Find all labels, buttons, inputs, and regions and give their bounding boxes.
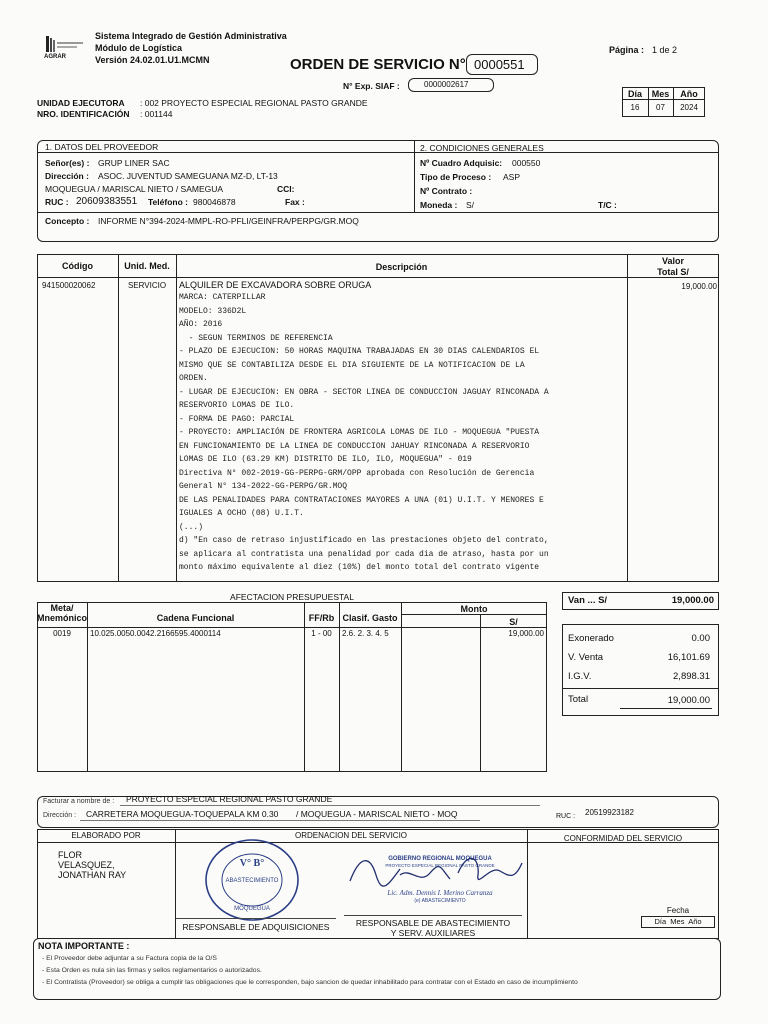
cci-label: CCI:: [277, 184, 295, 194]
fecha-cols: Día Mes Año: [654, 917, 702, 926]
round-stamp: [203, 838, 301, 922]
budget-title: AFECTACION PRESUPUESTAL: [230, 592, 354, 602]
description-line: ORDEN.: [179, 374, 208, 383]
senor-value: GRUP LINER SAC: [98, 158, 170, 168]
budget-meta: 0019: [53, 629, 71, 638]
stamp-bottom-text: MOQUEGUA: [234, 906, 270, 912]
budget-col-cadena: Cadena Funcional: [156, 613, 235, 623]
description-line: MODELO: 336D2L: [179, 306, 247, 316]
elaborado-name-2: VELASQUEZ,: [58, 860, 115, 870]
handwritten-signature: [340, 845, 530, 895]
gob-stamp-line-1: GOBIERNO REGIONAL MOQUEGUA: [388, 856, 492, 862]
description-line: AÑO: 2016: [179, 320, 223, 329]
budget-monto: 19,000.00: [508, 629, 544, 638]
item-title: ALQUILER DE EXCAVADORA SOBRE ORUGA: [179, 280, 372, 290]
description-line: EN FUNCIONAMIENTO DE LA LINEA DE CONDUCCION JAHUAY RINCONADA A RESERVORIO: [179, 441, 530, 451]
item-valor: 19,000.00: [681, 282, 717, 291]
date-day: 16: [630, 103, 640, 112]
description-line: General N° 134-2022-GG-PERPG/GR.MOQ: [179, 482, 348, 491]
date-year: 2024: [680, 103, 698, 112]
col-valor-1: Valor: [661, 256, 684, 266]
budget-col-moneda: S/: [509, 617, 518, 627]
page-label: Página :: [609, 45, 645, 55]
stamp-abast-text: ABASTECIMIENTO: [225, 878, 279, 884]
description-line: Directiva N° 002-2019-GG-PERPG-GRM/OPP aprobada con Resolución de Gerencia: [179, 468, 535, 478]
description-line: - SEGUN TERMINOS DE REFERENCIA: [179, 333, 333, 343]
moneda-value: S/: [466, 200, 475, 210]
tc-label: T/C :: [598, 200, 617, 210]
col-valor-2: Total S/: [657, 267, 689, 277]
logo: [42, 34, 92, 64]
item-description: [179, 291, 624, 575]
description-line: MARCA: CATERPILLAR: [179, 293, 266, 302]
contrato-label: Nº Contrato :: [420, 186, 473, 196]
unit-label: UNIDAD EJECUTORA: [37, 98, 125, 108]
total-row-exonerado-value: 0.00: [691, 633, 710, 644]
budget-col-mnemonico: Mnemónico: [37, 613, 88, 623]
resp-adquisiciones: RESPONSABLE DE ADQUISICIONES: [182, 922, 330, 932]
total-row-igv-value: 2,898.31: [673, 671, 710, 682]
system-name: Sistema Integrado de Gestión Administrativa: [95, 31, 287, 41]
description-line: RESERVORIO LOMAS DE ILO.: [179, 401, 295, 410]
total-row-igv-label: I.G.V.: [568, 671, 592, 682]
description-line: d) "En caso de retraso injustificado en las prestaciones objeto del contrato,: [179, 536, 549, 545]
budget-ffrb: 1 - 00: [311, 629, 332, 638]
conditions-section-title: 2. CONDICIONES GENERALES: [420, 143, 544, 153]
item-codigo: 941500020062: [42, 281, 96, 290]
date-header-day: Día: [627, 89, 642, 99]
budget-col-meta: Meta/: [50, 603, 74, 613]
facturar-value: PROYECTO ESPECIAL REGIONAL PASTO GRANDE: [126, 794, 333, 804]
id-label: NRO. IDENTIFICACIÓN: [37, 109, 130, 119]
tipo-value: ASP: [503, 172, 521, 182]
page-title: ORDEN DE SERVICIO N°: [290, 56, 466, 73]
date-header-year: Año: [680, 89, 698, 99]
description-line: LOMAS DE ILO (63.29 KM) DISTRITO DE ILO, ILO, MOQUEGUA" - 019: [179, 455, 472, 464]
elaborado-header: ELABORADO POR: [71, 831, 141, 840]
ruc-label: RUC :: [45, 197, 69, 207]
col-descripcion: Descripción: [375, 262, 428, 272]
total-row-venta-value: 16,101.69: [667, 652, 710, 663]
billing-direccion-label: Dirección :: [43, 812, 77, 819]
senor-label: Señor(es) :: [45, 158, 90, 168]
note-3: - El Contratista (Proveedor) se obliga a cumplir las obligaciones que le corresponden, bajo sancion de quedar inhabilitado para contratar con el Estado en caso de incumplimiento: [42, 979, 578, 986]
unit-value: : 002 PROYECTO ESPECIAL REGIONAL PASTO GRANDE: [140, 98, 368, 108]
description-line: MISMO QUE SE CONTABILIZA DESDE EL DIA SIGUIENTE DE LA NOTIFICACION DE LA: [179, 360, 525, 370]
total-row-total-label: Total: [568, 694, 589, 705]
signer-name: Lic. Adm. Dennis I. Merino Carranza: [387, 889, 493, 897]
order-number: 0000551: [474, 57, 525, 72]
description-line: monto máximo equivalente al diez (10%) del monto total del contrato vigente: [179, 563, 540, 572]
note-2: - Esta Orden es nula sin las firmas y sellos reglamentarios o autorizados.: [42, 967, 262, 974]
fax-label: Fax :: [285, 197, 305, 207]
facturar-label: Facturar a nombre de :: [43, 798, 115, 805]
date-month: 07: [656, 103, 665, 112]
description-line: - PROYECTO: AMPLIACIÓN DE FRONTERA AGRICOLA LOMAS DE ILO - MOQUEGUA "PUESTA: [179, 428, 540, 437]
concepto-value: INFORME N°394-2024-MMPL-RO-PFLI/GEINFRA/PERPG/GR.MOQ: [98, 216, 359, 226]
tipo-label: Tipo de Proceso :: [420, 172, 492, 182]
logo-text: AGRAR: [44, 54, 66, 60]
billing-ruc-value: 20519923182: [585, 808, 634, 817]
fecha-label: Fecha: [666, 906, 690, 915]
direccion-value: ASOC. JUVENTUD SAMEGUANA MZ-D, LT-13: [98, 171, 278, 181]
notes-title: NOTA IMPORTANTE :: [38, 941, 130, 951]
description-line: - FORMA DE PAGO: PARCIAL: [179, 414, 295, 424]
budget-clasif: 2.6. 2. 3. 4. 5: [342, 629, 389, 638]
telefono-value: 980046878: [193, 197, 236, 207]
gob-stamp-line-2: PROYECTO ESPECIAL REGIONAL PASTO GRANDE: [385, 863, 495, 868]
direccion-label: Dirección :: [45, 171, 89, 181]
ruc-value: 20609383551: [76, 196, 138, 207]
signer-role: (e) ABASTECIMIENTO: [414, 898, 466, 904]
item-unidad: SERVICIO: [127, 281, 167, 290]
date-header-month: Mes: [651, 89, 670, 99]
stamp-center-text: V° B°: [239, 858, 265, 869]
page-value: 1 de 2: [652, 45, 678, 55]
cuadro-value: 000550: [512, 158, 541, 168]
note-1: - El Proveedor debe adjuntar a su Factura copia de la O/S: [42, 955, 217, 962]
id-value: : 001144: [140, 109, 173, 119]
siaf-label: N° Exp. SIAF :: [343, 81, 400, 91]
billing-direccion-value: CARRETERA MOQUEGUA-TOQUEPALA KM 0.30: [86, 809, 279, 819]
budget-col-clasif: Clasif. Gasto: [342, 613, 398, 623]
description-line: se aplicara al contratista una penalidad por cada dia de atraso, hasta por un: [179, 549, 549, 559]
resp-abastecimiento-2: Y SERV. AUXILIARES: [390, 928, 476, 938]
budget-col-monto: Monto: [460, 604, 488, 614]
concepto-label: Concepto :: [45, 216, 90, 226]
description-line: DE LAS PENALIDADES PARA CONTRATACIONES MAYORES A UNA (01) U.I.T. Y MENORES E: [179, 495, 544, 505]
budget-col-ffrb: FF/Rb: [308, 613, 335, 623]
version: Versión 24.02.01.U1.MCMN: [95, 55, 210, 65]
budget-cadena: 10.025.0050.0042.2166595.4000114: [90, 629, 221, 638]
conformidad-header: CONFORMIDAD DEL SERVICIO: [563, 834, 683, 843]
cuadro-label: Nº Cuadro Adquisic:: [420, 158, 503, 168]
billing-location-value: / MOQUEGUA - MARISCAL NIETO - MOQ: [296, 809, 458, 819]
col-codigo: Código: [62, 261, 93, 271]
elaborado-name-3: JONATHAN RAY: [58, 870, 127, 880]
col-unidad: Unid. Med.: [124, 261, 170, 271]
total-row-total-value: 19,000.00: [667, 695, 710, 706]
description-line: - LUGAR DE EJECUCION: EN OBRA - SECTOR LINEA DE CONDUCCION JAGUAY RINCONADA A: [179, 387, 549, 397]
ordenacion-header: ORDENACION DEL SERVICIO: [294, 831, 408, 840]
total-row-exonerado-label: Exonerado: [568, 633, 614, 644]
moneda-label: Moneda :: [420, 200, 458, 210]
van-label: Van ... S/: [568, 595, 608, 606]
total-row-venta-label: V. Venta: [568, 652, 604, 663]
telefono-label: Teléfono :: [148, 197, 188, 207]
billing-ruc-label: RUC :: [556, 813, 576, 820]
elaborado-name-1: FLOR: [58, 850, 83, 860]
location-value: MOQUEGUA / MARISCAL NIETO / SAMEGUA: [45, 184, 224, 194]
description-line: IGUALES A OCHO (08) U.I.T.: [179, 509, 304, 518]
resp-abastecimiento-1: RESPONSABLE DE ABASTECIMIENTO: [355, 918, 511, 928]
van-value: 19,000.00: [671, 595, 714, 606]
description-line: - PLAZO DE EJECUCION: 50 HORAS MAQUINA TRABAJADAS EN 30 DIAS CALENDARIOS EL: [179, 347, 540, 356]
siaf-value: 0000002617: [424, 80, 469, 89]
supplier-section-title: 1. DATOS DEL PROVEEDOR: [45, 142, 159, 152]
description-line: (...): [179, 522, 204, 532]
module-name: Módulo de Logística: [95, 43, 182, 53]
